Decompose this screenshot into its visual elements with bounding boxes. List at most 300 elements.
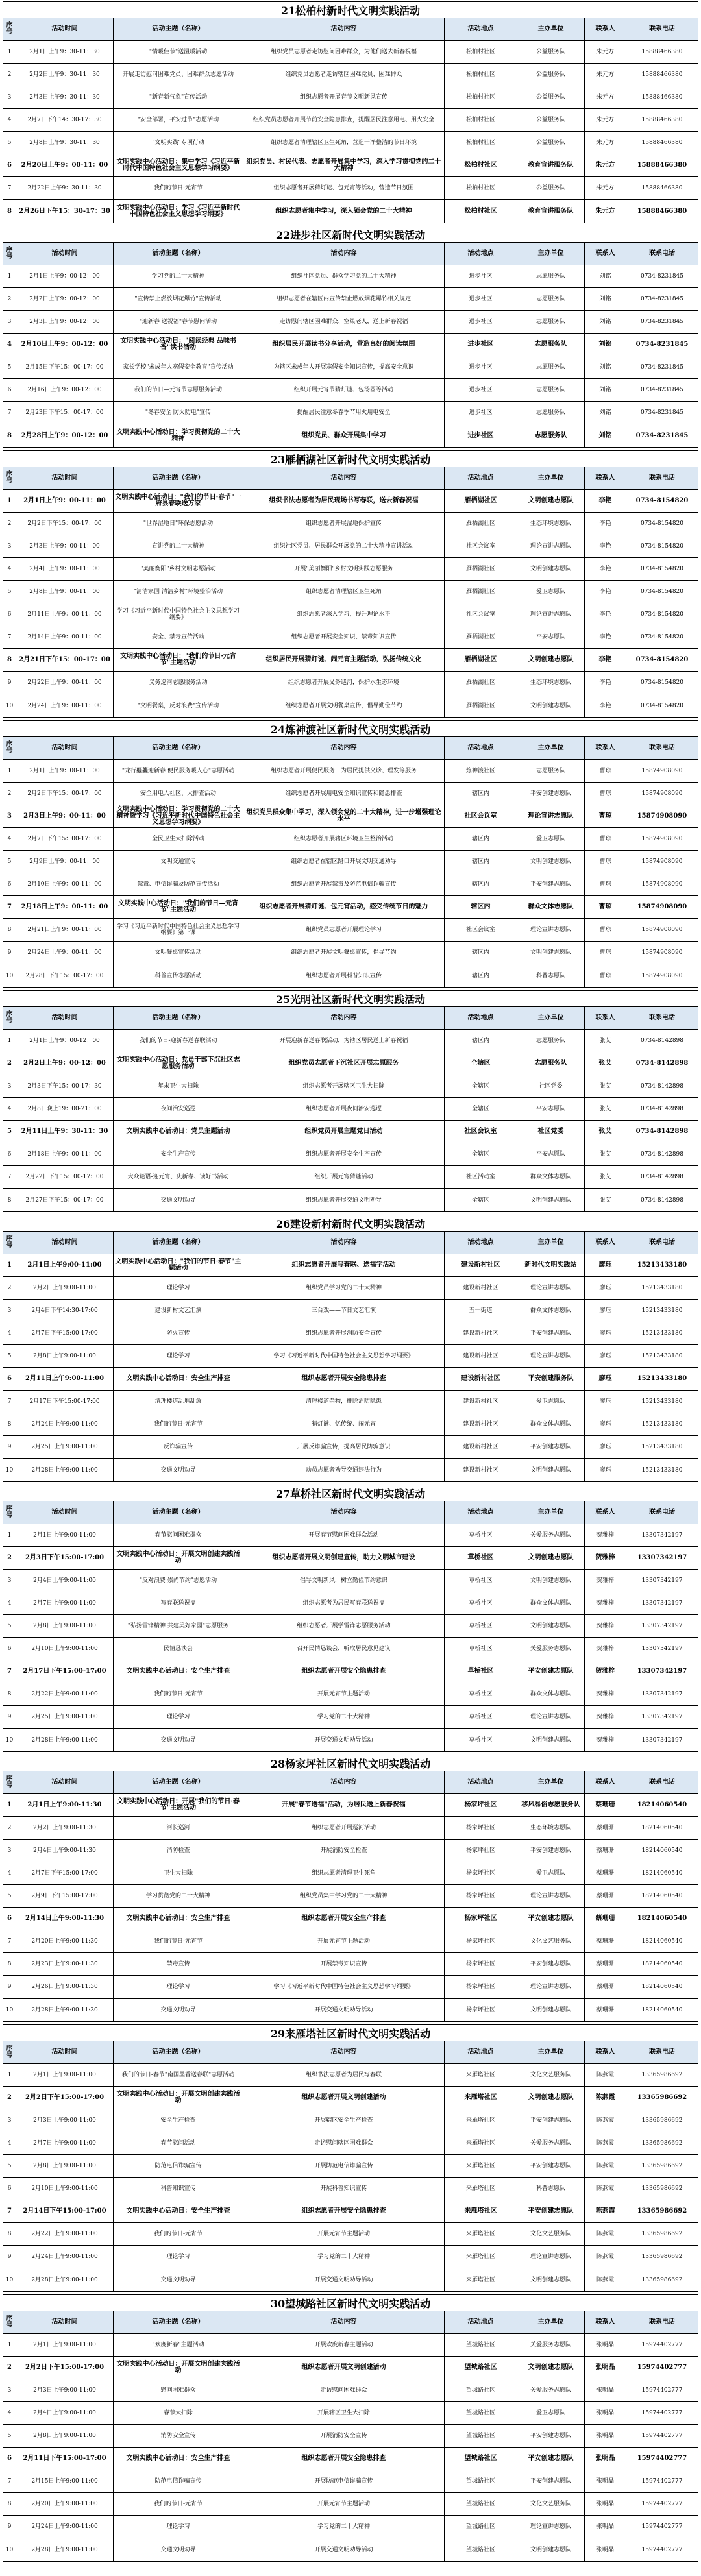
table-cell: 李艳 [585,603,626,626]
table-cell: 雁栖湖社区 [445,626,517,648]
table-cell: 关爱服务志愿队 [517,2379,585,2401]
table-cell: 雁栖湖社区 [445,490,517,512]
column-header: 活动主题（名称） [114,737,243,759]
table-cell: 组织志愿者开展文明创建活动 [243,2357,445,2379]
table-row [3,177,698,200]
table-cell: 2月1日上午9:00-11:00 [16,1524,114,1546]
table-cell: 全辖区 [445,1052,517,1075]
table-cell: 5 [3,356,16,378]
table-cell: 文明实践中心活动日：开展"我们的节日·春节"主题活动 [114,1794,243,1816]
table-cell: 曹琼 [585,919,626,941]
table-cell: 15888466380 [641,49,683,55]
table-cell: 2月4日上午9:00-11:00 [16,1570,114,1592]
header-row [3,467,698,490]
column-header: 序号 [3,1501,16,1524]
table-cell: 动员志愿者劝导交通违法行为 [243,1459,445,1481]
table-cell: 2月11日下午15:00-17:00 [16,2448,114,2470]
table-row [3,1953,698,1976]
table-cell: 2月24日上午9：00-11：00 [16,942,114,964]
table-row [3,1030,698,1052]
table-cell: 来雁塔社区 [445,2246,517,2268]
table-cell: 3 [3,1570,16,1592]
table-cell: 15888466380 [637,207,687,215]
table-cell: 7 [3,177,16,199]
table-cell: 2月2日上午9：00-12：00 [16,1052,114,1075]
table-cell: 我们的节日-元宵节 [114,177,243,199]
table-row [3,535,698,558]
table-cell: 贺雅梓 [585,1638,626,1660]
table-cell: 8 [3,919,16,941]
table-cell: 松柏村社区 [445,109,517,131]
table-cell: 理论宣讲志愿队 [517,535,585,557]
table-cell: 社区会议室 [445,603,517,626]
table-cell: 文明创建志愿队 [517,1459,585,1481]
table-cell: 学习党的二十大精神 [243,2516,445,2538]
table-cell: 开展辖区安全生产检查 [243,2109,445,2132]
section-title: 30望城路社区新时代文明实践活动 [3,2295,698,2311]
table-cell: 7 [3,626,16,648]
table-row [3,805,698,828]
table-cell: 曹琼 [585,896,626,918]
table-cell: 2月2日上午9：30-11：30 [16,64,114,86]
table-cell: 张明晶 [585,2425,626,2447]
table-cell: 刘铭 [585,402,626,424]
table-cell: 18214060540 [641,1847,683,1854]
table-cell: 交通文明劝导 [114,1459,243,1481]
table-cell: 13365986692 [637,2207,687,2215]
table-cell: 李艳 [585,694,626,717]
table-cell: 0734-8142898 [635,1060,689,1067]
table-cell: "文明实践"专项行动 [114,132,243,154]
table-cell: 群众文体志愿队 [517,1592,585,1614]
column-header: 活动地点 [445,2041,517,2063]
table-row [3,1862,698,1885]
table-cell: 我们的节日-元宵节 [114,1683,243,1705]
column-header: 活动主题（名称） [114,1232,243,1254]
table-cell: 8 [3,200,16,223]
table-cell: 张艾 [585,1075,626,1097]
table-row [3,2087,698,2109]
header-row [3,1771,698,1794]
table-cell: 倡导文明新风，树立勤俭节约意识 [243,1570,445,1592]
table-row [3,1368,698,1391]
table-cell: 松柏村社区 [445,41,517,63]
table-cell: 文明实践中心活动日：学习《习近平新时代中国特色社会主义思想学习纲要》 [114,200,243,223]
table-cell: 望城路社区 [445,2357,517,2379]
table-cell: 15974402777 [641,2433,683,2439]
table-cell: 陈燕霞 [585,2109,626,2132]
column-header: 活动地点 [445,18,517,40]
table-cell: 15213433180 [641,1330,683,1337]
table-cell: 13365986692 [641,2163,683,2169]
table-cell: 文明实践中心活动日："我们的节日—元宵节"主题活动 [114,896,243,918]
table-row [3,200,698,223]
table-cell: 2月11日上午9:00-11:00 [16,1368,114,1390]
table-cell: 杨家坪社区 [445,1908,517,1930]
table-cell: 文明创建志愿队 [517,694,585,717]
section-title: 27草桥社区新时代文明实践活动 [3,1485,698,1501]
table-cell: 15213433180 [637,1375,687,1382]
table-cell: 15888466380 [641,185,683,191]
column-header: 联系人 [585,1501,626,1524]
table-cell: 2 [3,1052,16,1075]
section-table [3,1215,698,1482]
table-cell: 社区会议室 [445,805,517,827]
table-cell: 辖区内 [445,828,517,850]
table-cell: 13307342197 [641,1714,683,1720]
column-header: 序号 [3,1232,16,1254]
table-cell: 文明创建志愿队 [517,2087,585,2109]
table-cell: 2月4日上午9：00-11：00 [16,558,114,580]
table-cell: 文明实践中心活动日：学习贯彻党的二十大精神 [114,424,243,447]
table-cell: 开展交通文明劝导活动 [243,1999,445,2021]
table-cell: 组织志愿者开展文明餐桌宣传，倡导勤俭节约 [243,694,445,717]
table-cell: 杨家坪社区 [445,1976,517,1998]
table-cell: 廖珏 [585,1322,626,1344]
table-cell: 2月8日上午9:00-11:00 [16,1345,114,1367]
table-cell: 进步社区 [445,379,517,401]
table-cell: 来雁塔社区 [445,2155,517,2177]
table-cell: 贺雅梓 [585,1706,626,1728]
table-cell: 开展防范电信诈骗宣传 [243,2470,445,2492]
table-cell: 文明实践中心活动日："我们的节日·春节"一府县春联送万家 [114,490,243,512]
table-cell: 15874908090 [641,927,683,933]
table-cell: 我们的节日-迎新春送春联活动 [114,1030,243,1052]
table-cell: 文明实践中心活动日：学习贯彻党的二十大精神暨学习《习近平新时代中国特色社会主义思想学习纲要》 [114,805,243,827]
table-cell: 15974402777 [641,2523,683,2530]
table-cell: 18214060540 [641,1825,683,1831]
table-cell: 蔡珊珊 [585,1817,626,1839]
table-cell: 文明创建志愿队 [517,2357,585,2379]
table-row [3,41,698,64]
table-cell: 2月21日上午9：00-11：00 [16,919,114,941]
table-cell: 刘铭 [585,379,626,401]
table-row [3,1615,698,1638]
table-cell: 0734-8154820 [640,679,684,686]
table-cell: 杨家坪社区 [445,1862,517,1884]
column-header: 活动地点 [445,1501,517,1524]
table-row [3,828,698,851]
table-row [3,2516,698,2538]
column-header: 主办单位 [517,2311,585,2333]
table-cell: 关爱服务志愿队 [517,1524,585,1546]
table-cell: 8 [3,1413,16,1435]
table-cell: 廖珏 [585,1277,626,1299]
table-cell: 理论宣讲志愿队 [517,1345,585,1367]
table-cell: 走访慰问辖区困难群众 [243,2132,445,2154]
table-row [3,896,698,919]
table-cell: 0734-8231845 [640,273,684,280]
table-cell: 2月1日上午9：00-12：00 [16,265,114,287]
table-cell: 2月21日下午15：00-17：00 [16,649,114,671]
table-cell: 社区活动室 [445,1166,517,1188]
table-cell: 爱卫志愿队 [517,2402,585,2424]
table-cell: 2月10日上午9：00-12：00 [16,334,114,356]
table-cell: 开展交通文明劝导活动 [243,2538,445,2561]
table-cell: 3 [3,2109,16,2132]
table-cell: 廖珏 [585,1436,626,1458]
table-cell: 廖珏 [585,1300,626,1322]
table-cell: 理论宣讲志愿队 [517,805,585,827]
table-cell: 志愿服务队 [517,379,585,401]
table-row [3,154,698,177]
table-cell: 文化文艺服务队 [517,1930,585,1952]
table-cell: "宣传禁止燃放烟花爆竹"宣传活动 [114,288,243,310]
table-row [3,2402,698,2425]
table-cell: 2月7日下午15:00-17:00 [16,1862,114,1884]
table-cell: 张明晶 [585,2334,626,2356]
table-cell: 2月7日下午15：00-17：00 [16,828,114,850]
table-cell: 开展科普知识宣传 [243,2178,445,2200]
table-cell: 10 [3,694,16,717]
table-row [3,1322,698,1345]
table-cell: 理论学习 [114,1706,243,1728]
table-row [3,581,698,603]
table-row [3,132,698,154]
table-cell: 科普志愿队 [517,2178,585,2200]
column-header: 活动地点 [445,2311,517,2333]
section-title: 29来雁塔社区新时代文明实践活动 [3,2025,698,2041]
table-cell: 组织居民开展读书分享活动，营造良好的阅读氛围 [243,334,445,356]
table-cell: 2月23日上午9:00-11:30 [16,1953,114,1975]
table-cell: 教育宣讲服务队 [517,200,585,223]
table-cell: 2月3日上午9:00-11:00 [16,2109,114,2132]
table-cell: 8 [3,1953,16,1975]
table-cell: 松柏村社区 [445,200,517,223]
table-cell: 15888466380 [641,117,683,123]
table-cell: 1 [3,2064,16,2086]
table-cell: 5 [3,1345,16,1367]
table-cell: 2月2日下午15：00-17：00 [16,513,114,535]
table-cell: 张明晶 [585,2448,626,2470]
table-cell: 平安创建志愿队 [517,873,585,895]
table-cell: 贺雅梓 [585,1729,626,1751]
table-cell: 陈燕霞 [585,2132,626,2154]
table-cell: 15213433180 [641,1307,683,1314]
table-row [3,1436,698,1459]
table-cell: 张明晶 [585,2538,626,2561]
table-cell: 雁栖湖社区 [445,558,517,580]
table-cell: 草桥社区 [445,1524,517,1546]
table-cell: 开展春节慰问困难群众活动 [243,1524,445,1546]
column-header: 联系电话 [626,467,698,489]
table-cell: 组织开展元宵节猜灯谜、包汤圆等活动 [243,379,445,401]
table-cell: 安全用电入社区、大排查活动 [114,783,243,805]
table-cell: 家长学校"未成年人寒假安全教育"宣传活动 [114,356,243,378]
table-cell: "清洁家园 清洁乡村"环境整治活动 [114,581,243,603]
table-cell: 2月8日上午9:00-11:00 [16,2425,114,2447]
table-cell: "文明餐桌，反对浪费"宣传活动 [114,694,243,717]
table-cell: 学习党的二十大精神 [243,2246,445,2268]
table-cell: 2月17日下午15:00-17:00 [16,1391,114,1413]
table-cell: 13307342197 [637,1554,687,1561]
table-cell: 建设新村社区 [445,1345,517,1367]
table-cell: 公益服务队 [517,41,585,63]
table-cell: 7 [3,2200,16,2222]
table-cell: 防火宣传 [114,1322,243,1344]
table-row [3,490,698,513]
table-cell: 2月28日上午9:00-11:00 [16,1729,114,1751]
table-row [3,265,698,288]
table-cell: 防范电信诈骗宣传 [114,2470,243,2492]
table-cell: 2月18日上午9：00-11：00 [16,896,114,918]
table-row [3,1547,698,1570]
table-cell: 0734-8154820 [640,520,684,527]
table-cell: 6 [3,2178,16,2200]
table-cell: 0734-8142898 [640,1151,684,1158]
table-cell: 6 [3,154,16,176]
table-cell: 13365986692 [641,2117,683,2124]
table-row [3,2425,698,2448]
table-cell: 来雁塔社区 [445,2109,517,2132]
table-cell: 5 [3,1121,16,1143]
table-cell: 陈燕霞 [585,2246,626,2268]
table-cell: 组织党员、村民代表、志愿者开展集中学习，深入学习贯彻党的二十大精神 [243,154,445,176]
table-body [3,2041,698,2291]
table-cell: 4 [3,1592,16,1614]
table-cell: 文明创建志愿队 [517,2268,585,2291]
table-cell: 2月14日上午9:00-11:30 [16,1908,114,1930]
table-cell: 13365986692 [641,2231,683,2237]
table-cell: 走访慰问困难群众 [243,2379,445,2401]
table-cell: 张明晶 [585,2357,626,2379]
table-cell: 3 [3,1840,16,1862]
table-cell: 理论宣讲志愿队 [517,1706,585,1728]
table-cell: 陈燕霞 [585,2178,626,2200]
table-cell: 9 [3,672,16,694]
column-header: 活动内容 [243,2311,445,2333]
table-cell: 朱元方 [585,109,626,131]
table-row [3,2493,698,2516]
table-cell: 2月2日下午15:00-17:00 [16,2357,114,2379]
table-cell: 文明交通宣传 [114,851,243,873]
table-cell: 开展"美丽衡阳"乡村文明实践志愿服务 [243,558,445,580]
table-cell: 2 [3,513,16,535]
column-header: 序号 [3,243,16,265]
table-cell: 2月7日下午14：30-17：30 [16,109,114,131]
table-cell: 8 [3,649,16,671]
table-cell: 3 [3,311,16,333]
table-cell: 15974402777 [641,2501,683,2507]
table-cell: 2月1日上午9：00-11：00 [16,490,114,512]
table-cell: 2月2日上午9：00-12：00 [16,288,114,310]
table-cell: 9 [3,2516,16,2538]
table-row [3,2379,698,2402]
table-cell: 2月2日上午9:00-11:30 [16,1817,114,1839]
table-cell: 组织志愿者开展春节文明新风宣传 [243,86,445,108]
table-cell: 2 [3,2357,16,2379]
table-cell: 草桥社区 [445,1592,517,1614]
table-cell: 18214060540 [641,1893,683,1899]
table-cell: 雁栖湖社区 [445,513,517,535]
column-header: 联系电话 [626,737,698,759]
table-cell: 河长巡河 [114,1817,243,1839]
table-cell: 生态环境志愿队 [517,672,585,694]
table-cell: 2月10日上午9:00-11:00 [16,2178,114,2200]
table-cell: 贺雅梓 [585,1570,626,1592]
column-header: 联系电话 [626,18,698,40]
table-cell: 13365986692 [641,2185,683,2192]
table-cell: 文明餐桌宣传活动 [114,942,243,964]
table-cell: 文明创建志愿队 [517,1570,585,1592]
table-cell: 组织党员开展主题党日活动 [243,1121,445,1143]
table-cell: 理论宣讲志愿队 [517,1885,585,1907]
table-cell: 李艳 [585,626,626,648]
table-row [3,1794,698,1817]
table-cell: 平安创建志愿队 [517,1436,585,1458]
table-cell: 群众文体志愿队 [517,1300,585,1322]
table-cell: 社区会议室 [445,1121,517,1143]
table-cell: 来雁塔社区 [445,2087,517,2109]
table-cell: 组织志愿者为居民写春联送祝福 [243,1592,445,1614]
table-cell: 进步社区 [445,356,517,378]
table-cell: 6 [3,2448,16,2470]
table-cell: 2月8日上午9:00-11:00 [16,1615,114,1637]
column-header: 联系人 [585,1771,626,1793]
table-cell: 2月3日上午9：00-12：00 [16,311,114,333]
table-cell: 18214060540 [641,2006,683,2013]
table-cell: 15213433180 [641,1421,683,1428]
table-cell: 文明创建志愿队 [517,558,585,580]
table-cell: 张明晶 [585,2493,626,2515]
table-row [3,558,698,581]
table-cell: 2月1日上午9：00-11：00 [16,760,114,782]
table-cell: 13307342197 [641,1600,683,1607]
table-cell: 新时代文明实践站 [517,1254,585,1276]
table-cell: 2月1日上午9：30-11：30 [16,41,114,63]
table-cell: 4 [3,2132,16,2154]
column-header: 序号 [3,2311,16,2333]
table-body [3,243,698,447]
table-cell: 组织志愿者清理卫生死角 [243,1862,445,1884]
table-cell: 4 [3,1322,16,1344]
table-cell: 望城路社区 [445,2334,517,2356]
table-cell: 平安创建志愿队 [517,1840,585,1862]
table-cell: 10 [3,1729,16,1751]
table-cell: 松柏村社区 [445,86,517,108]
table-cell: 理论学习 [114,1976,243,1998]
table-cell: 13365986692 [641,2072,683,2078]
table-cell: 18214060540 [641,1984,683,1990]
table-cell: 15213433180 [641,1285,683,1291]
table-cell: 3 [3,2379,16,2401]
column-header: 主办单位 [517,467,585,489]
table-cell: 全民卫生大扫除活动 [114,828,243,850]
table-row [3,649,698,672]
table-row [3,1999,698,2021]
table-cell: 2月24日上午9:00-11:00 [16,2516,114,2538]
table-cell: 李艳 [585,672,626,694]
section-title: 28杨家坪社区新时代文明实践活动 [3,1755,698,1771]
section-table [3,226,698,448]
table-cell: 组织党员志愿者开展理论学习 [243,919,445,941]
table-cell: 文明创建志愿队 [517,1547,585,1569]
section-title: 22进步社区新时代文明实践活动 [3,226,698,243]
table-cell: 交通文明劝导 [114,1999,243,2021]
column-header: 联系人 [585,1007,626,1029]
table-cell: 蔡珊珊 [585,1930,626,1952]
table-cell: 教育宣讲服务队 [517,154,585,176]
table-cell: 文明实践中心活动日：安全生产排查 [114,1368,243,1390]
table-cell: 8 [3,1189,16,1211]
table-cell: 雁栖湖社区 [445,581,517,603]
table-cell: 组织志愿者在辖区路口开展文明交通劝导 [243,851,445,873]
table-cell: 开展辖区卫生大扫除 [243,2402,445,2424]
table-row [3,1254,698,1277]
table-cell: 5 [3,581,16,603]
table-cell: 曹琼 [585,964,626,987]
table-cell: 公益服务队 [517,86,585,108]
